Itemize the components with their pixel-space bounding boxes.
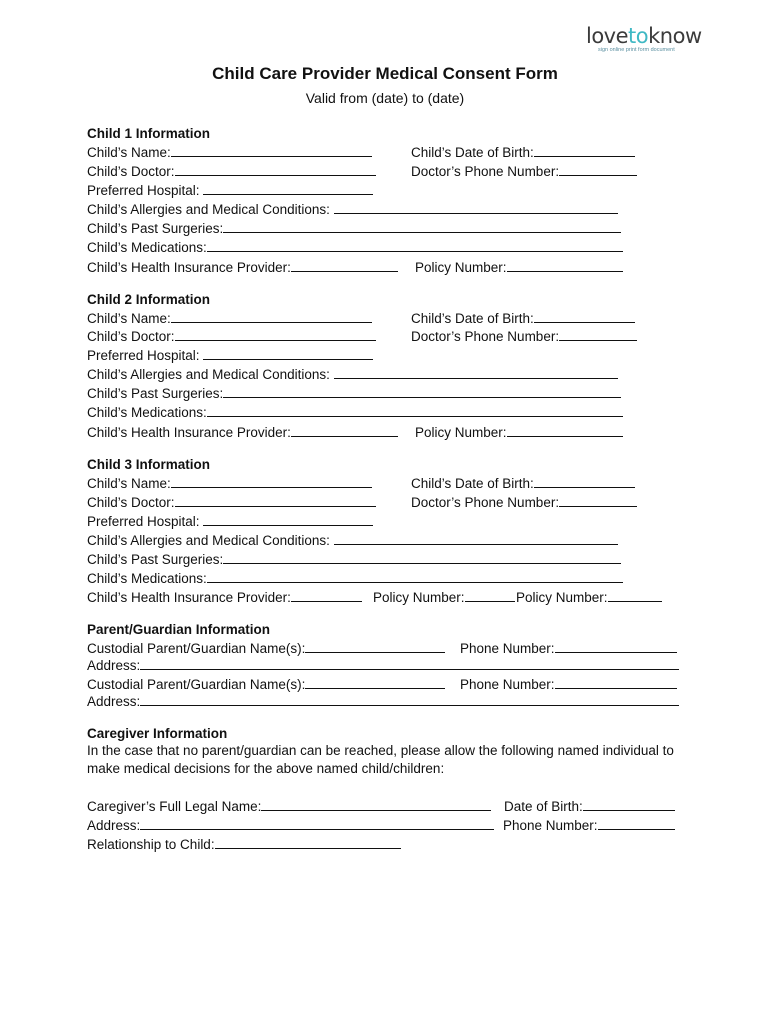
child-1-insurance-label: Child’s Health Insurance Provider: bbox=[87, 260, 291, 275]
caregiver-relationship-blank[interactable] bbox=[215, 835, 401, 849]
parent-phone-2-label: Phone Number: bbox=[460, 677, 555, 692]
caregiver-dob-field[interactable] bbox=[504, 797, 675, 815]
child-3-medications-blank[interactable] bbox=[207, 569, 623, 583]
child-1-doctor-phone-label: Doctor’s Phone Number: bbox=[411, 164, 560, 179]
child-2-doctor-label: Child’s Doctor: bbox=[87, 329, 175, 344]
child-1-doctor-phone-field[interactable] bbox=[411, 162, 637, 180]
parent-phone-1-blank[interactable] bbox=[555, 639, 677, 653]
child-1-dob-field[interactable] bbox=[411, 143, 635, 161]
child-1-doctor-label: Child’s Doctor: bbox=[87, 164, 175, 179]
child-3-hospital-blank[interactable] bbox=[203, 512, 373, 526]
child-1-dob-label: Child’s Date of Birth: bbox=[411, 145, 534, 160]
child-3-dob-label: Child’s Date of Birth: bbox=[411, 476, 534, 491]
child-2-insurance-label: Child’s Health Insurance Provider: bbox=[87, 425, 291, 440]
child-2-insurance-blank[interactable] bbox=[291, 423, 398, 437]
page-title: Child Care Provider Medical Consent Form bbox=[212, 64, 558, 83]
caregiver-relationship-label: Relationship to Child: bbox=[87, 837, 215, 852]
caregiver-name-label: Caregiver’s Full Legal Name: bbox=[87, 799, 262, 814]
child-2-name-field[interactable] bbox=[87, 309, 372, 327]
custodial-2-label: Custodial Parent/Guardian Name(s): bbox=[87, 677, 306, 692]
custodial-2-field[interactable] bbox=[87, 675, 445, 693]
caregiver-address-field[interactable] bbox=[87, 816, 494, 834]
child-1-name-label: Child’s Name: bbox=[87, 145, 171, 160]
child-2-medications-label: Child’s Medications: bbox=[87, 405, 207, 420]
parent-phone-1-field[interactable] bbox=[460, 639, 677, 657]
parent-phone-1-label: Phone Number: bbox=[460, 641, 555, 656]
child-3-allergies-label: Child’s Allergies and Medical Conditions: bbox=[87, 533, 330, 548]
child-2-doctor-phone-label: Doctor’s Phone Number: bbox=[411, 329, 560, 344]
caregiver-name-blank[interactable] bbox=[261, 797, 491, 811]
child-2-allergies-label: Child’s Allergies and Medical Conditions: bbox=[87, 367, 330, 382]
child-2-hospital-blank[interactable] bbox=[203, 346, 373, 360]
child-3-doctor-phone-field[interactable] bbox=[411, 493, 637, 511]
child-1-insurance-blank[interactable] bbox=[291, 258, 398, 272]
child-3-doctor-phone-label: Doctor’s Phone Number: bbox=[411, 495, 560, 510]
child-1-policy-blank[interactable] bbox=[507, 258, 623, 272]
child-3-medications-label: Child’s Medications: bbox=[87, 571, 207, 586]
child-1-heading: Child 1 Information bbox=[87, 126, 210, 141]
child-2-allergies-blank[interactable] bbox=[334, 365, 618, 379]
parent-address-2-blank[interactable] bbox=[140, 692, 679, 706]
child-3-policy-label: Policy Number: bbox=[373, 590, 465, 605]
child-3-heading: Child 3 Information bbox=[87, 457, 210, 472]
logo-text-to: to bbox=[628, 24, 649, 48]
child-3-doctor-field[interactable] bbox=[87, 493, 376, 511]
parent-phone-2-field[interactable] bbox=[460, 675, 677, 693]
caregiver-heading: Caregiver Information bbox=[87, 726, 228, 741]
child-2-hospital-label: Preferred Hospital: bbox=[87, 348, 200, 363]
child-1-doctor-blank[interactable] bbox=[175, 162, 376, 176]
child-1-surgeries-label: Child’s Past Surgeries: bbox=[87, 221, 224, 236]
child-1-doctor-phone-blank[interactable] bbox=[559, 162, 637, 176]
caregiver-dob-blank[interactable] bbox=[583, 797, 675, 811]
child-1-allergies-blank[interactable] bbox=[334, 200, 618, 214]
child-2-doctor-blank[interactable] bbox=[175, 327, 376, 341]
child-2-heading: Child 2 Information bbox=[87, 292, 210, 307]
parent-address-1-field[interactable] bbox=[87, 656, 679, 674]
child-1-hospital-field[interactable] bbox=[87, 181, 373, 199]
child-1-medications-field[interactable] bbox=[87, 238, 623, 256]
parent-heading: Parent/Guardian Information bbox=[87, 622, 271, 637]
caregiver-phone-blank[interactable] bbox=[598, 816, 675, 830]
child-3-policy-2-blank[interactable] bbox=[608, 588, 662, 602]
custodial-2-blank[interactable] bbox=[305, 675, 445, 689]
child-3-policy-2-label: Policy Number: bbox=[516, 590, 608, 605]
lovetoknow-logo bbox=[586, 24, 702, 54]
parent-phone-2-blank[interactable] bbox=[555, 675, 677, 689]
parent-address-1-label: Address: bbox=[87, 658, 141, 673]
child-1-surgeries-field[interactable] bbox=[87, 219, 621, 237]
child-1-surgeries-blank[interactable] bbox=[223, 219, 621, 233]
child-3-hospital-label: Preferred Hospital: bbox=[87, 514, 200, 529]
parent-address-2-label: Address: bbox=[87, 694, 141, 709]
child-3-doctor-label: Child’s Doctor: bbox=[87, 495, 175, 510]
child-2-surgeries-field[interactable] bbox=[87, 384, 621, 402]
child-1-allergies-field[interactable] bbox=[87, 200, 618, 218]
child-3-dob-blank[interactable] bbox=[534, 474, 635, 488]
child-3-name-label: Child’s Name: bbox=[87, 476, 171, 491]
child-1-medications-label: Child’s Medications: bbox=[87, 240, 207, 255]
child-3-allergies-blank[interactable] bbox=[334, 531, 618, 545]
child-3-hospital-field[interactable] bbox=[87, 512, 373, 530]
child-1-name-blank[interactable] bbox=[171, 143, 372, 157]
child-2-surgeries-blank[interactable] bbox=[223, 384, 621, 398]
child-3-surgeries-blank[interactable] bbox=[223, 550, 621, 564]
child-2-doctor-phone-blank[interactable] bbox=[559, 327, 637, 341]
caregiver-paragraph: In the case that no parent/guardian can be reached, please allow the following named individual to make medical decisions for the above named child/children: bbox=[87, 743, 674, 776]
logo-text-love: love bbox=[586, 24, 629, 48]
child-2-hospital-field[interactable] bbox=[87, 346, 373, 364]
parent-address-1-blank[interactable] bbox=[140, 656, 679, 670]
parent-address-2-field[interactable] bbox=[87, 692, 679, 710]
custodial-1-field[interactable] bbox=[87, 639, 445, 657]
child-2-doctor-phone-field[interactable] bbox=[411, 327, 637, 345]
page-subtitle: Valid from (date) to (date) bbox=[305, 90, 465, 106]
child-2-doctor-field[interactable] bbox=[87, 327, 376, 345]
caregiver-address-blank[interactable] bbox=[140, 816, 494, 830]
child-2-dob-label: Child’s Date of Birth: bbox=[411, 311, 534, 326]
caregiver-dob-label: Date of Birth: bbox=[504, 799, 583, 814]
child-2-dob-blank[interactable] bbox=[534, 309, 635, 323]
child-1-doctor-field[interactable] bbox=[87, 162, 376, 180]
child-2-surgeries-label: Child’s Past Surgeries: bbox=[87, 386, 224, 401]
child-1-policy-field[interactable] bbox=[415, 258, 623, 276]
child-2-allergies-field[interactable] bbox=[87, 365, 618, 383]
child-3-name-blank[interactable] bbox=[171, 474, 372, 488]
child-3-policy-2-field[interactable] bbox=[516, 588, 662, 606]
child-3-medications-field[interactable] bbox=[87, 569, 623, 587]
logo-tagline: sign online print form document bbox=[598, 47, 675, 53]
logo-text-know: know bbox=[648, 24, 702, 48]
child-3-doctor-blank[interactable] bbox=[175, 493, 376, 507]
child-1-dob-blank[interactable] bbox=[534, 143, 635, 157]
child-3-surgeries-field[interactable] bbox=[87, 550, 621, 568]
child-3-policy-blank[interactable] bbox=[465, 588, 515, 602]
child-1-medications-blank[interactable] bbox=[207, 238, 623, 252]
child-3-name-field[interactable] bbox=[87, 474, 372, 492]
child-3-doctor-phone-blank[interactable] bbox=[559, 493, 637, 507]
child-2-dob-field[interactable] bbox=[411, 309, 635, 327]
caregiver-phone-field[interactable] bbox=[503, 816, 675, 834]
child-1-insurance-field[interactable] bbox=[87, 258, 398, 276]
child-3-dob-field[interactable] bbox=[411, 474, 635, 492]
caregiver-name-field[interactable] bbox=[87, 797, 491, 815]
child-3-insurance-blank[interactable] bbox=[291, 588, 362, 602]
child-1-allergies-label: Child’s Allergies and Medical Conditions: bbox=[87, 202, 330, 217]
child-3-insurance-label: Child’s Health Insurance Provider: bbox=[87, 590, 291, 605]
caregiver-address-label: Address: bbox=[87, 818, 141, 833]
child-1-hospital-label: Preferred Hospital: bbox=[87, 183, 200, 198]
child-1-policy-label: Policy Number: bbox=[415, 260, 507, 275]
child-2-insurance-field[interactable] bbox=[87, 423, 398, 441]
child-2-name-blank[interactable] bbox=[171, 309, 372, 323]
caregiver-relationship-field[interactable] bbox=[87, 835, 401, 853]
child-2-policy-field[interactable] bbox=[415, 423, 623, 441]
child-3-insurance-field[interactable] bbox=[87, 588, 362, 606]
custodial-1-blank[interactable] bbox=[305, 639, 445, 653]
child-3-surgeries-label: Child’s Past Surgeries: bbox=[87, 552, 224, 567]
child-3-policy-field[interactable] bbox=[373, 588, 515, 606]
child-2-policy-blank[interactable] bbox=[507, 423, 623, 437]
child-2-medications-blank[interactable] bbox=[207, 403, 623, 417]
child-2-name-label: Child’s Name: bbox=[87, 311, 171, 326]
child-1-hospital-blank[interactable] bbox=[203, 181, 373, 195]
child-2-medications-field[interactable] bbox=[87, 403, 623, 421]
child-3-allergies-field[interactable] bbox=[87, 531, 618, 549]
custodial-1-label: Custodial Parent/Guardian Name(s): bbox=[87, 641, 306, 656]
child-2-policy-label: Policy Number: bbox=[415, 425, 507, 440]
child-1-name-field[interactable] bbox=[87, 143, 372, 161]
caregiver-phone-label: Phone Number: bbox=[503, 818, 598, 833]
